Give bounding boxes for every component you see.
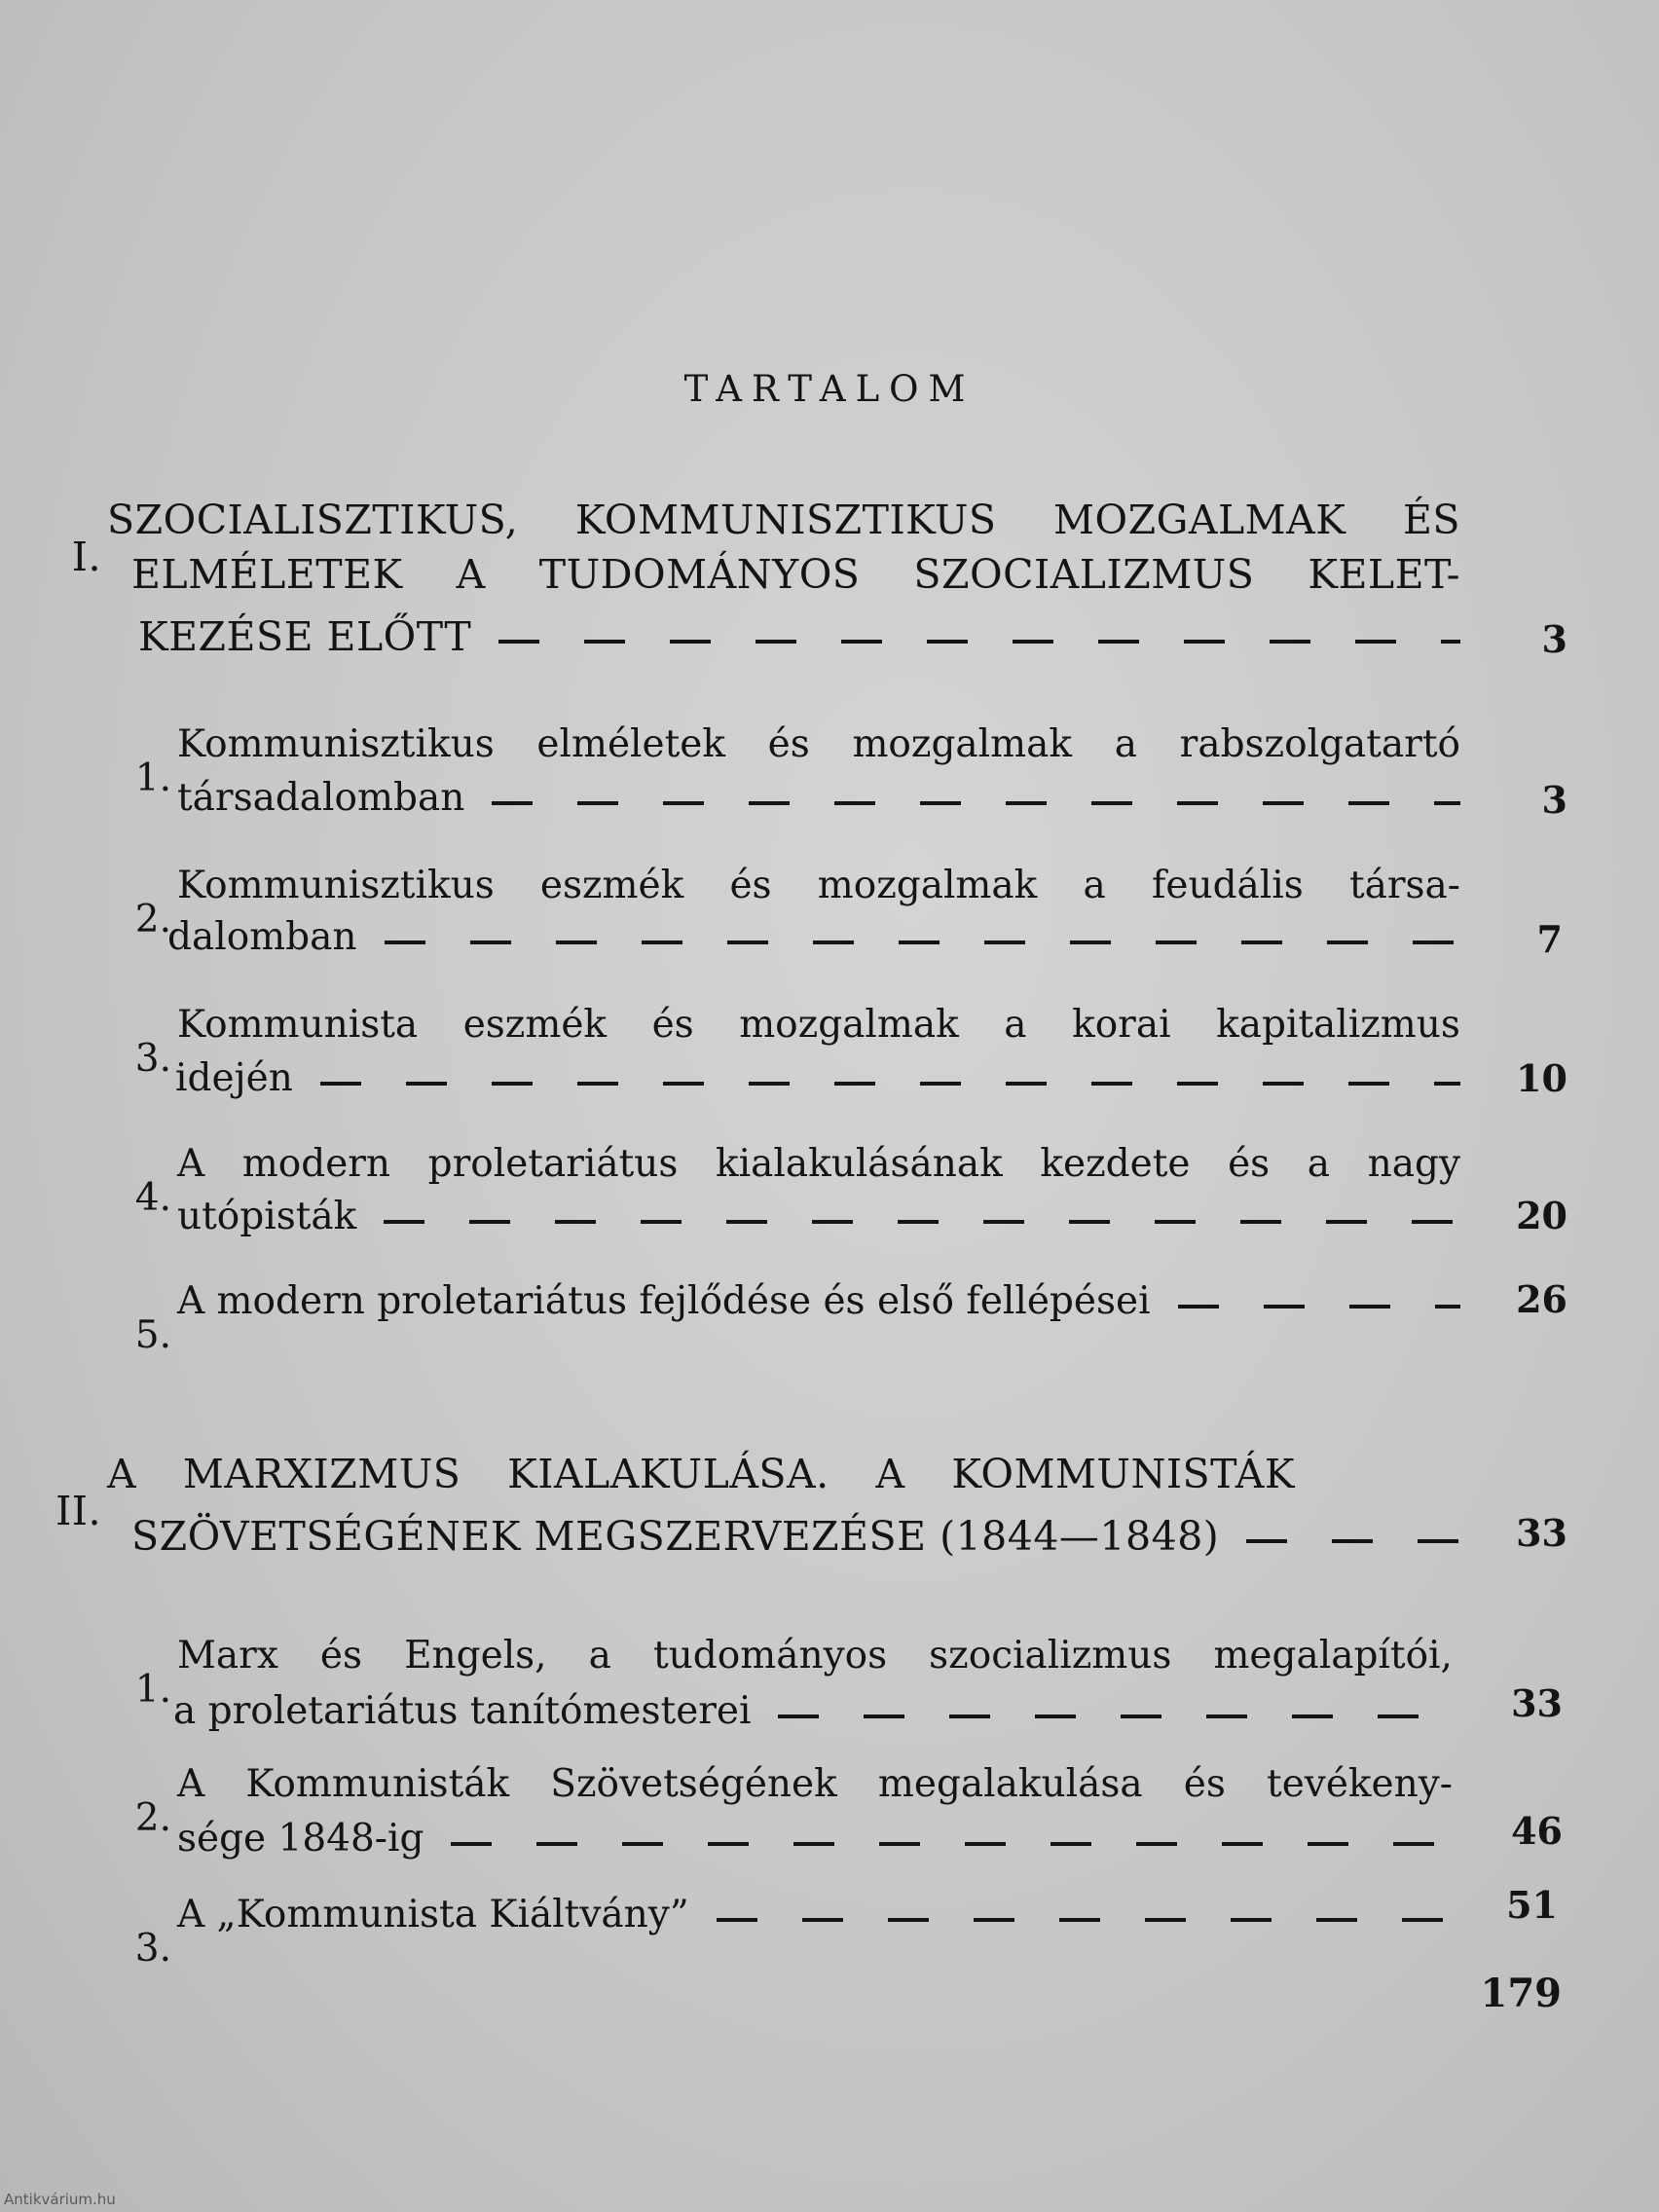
entry-number: 4. [134, 1176, 171, 1220]
page-number: 33 [1516, 1511, 1567, 1555]
folio-page-number: 179 [1480, 1971, 1562, 2016]
page-number: 3 [1541, 778, 1567, 822]
entry-line: a proletariátus tanítómesterei [173, 1689, 752, 1733]
leader-dashes [717, 1918, 1453, 1922]
entry-line: A Kommunisták Szövetségének megalakulása és tevékeny- [177, 1762, 1453, 1806]
entry-line: Kommunisztikus eszmék és mozgalmak a feudális társa- [177, 864, 1460, 907]
page-number: 20 [1516, 1194, 1567, 1237]
leader-dashes [1246, 1539, 1460, 1543]
entry-line: Kommunista eszmék és mozgalmak a korai kapitalizmus [177, 1003, 1460, 1047]
entry-line: A „Kommunista Kiáltvány” [177, 1893, 689, 1936]
page-title: TARTALOM [683, 368, 976, 410]
entry-number: 3. [134, 1927, 171, 1971]
entry-number: 2. [134, 898, 171, 941]
entry-line: A modern proletariátus fejlődése és első fellépései [177, 1279, 1151, 1323]
chapter-title-line: SZOCIALISZTIKUS, KOMMUNISZTIKUS MOZGALMAK ÉS [107, 497, 1460, 543]
leader-dashes [498, 640, 1460, 644]
entry-number: 1. [134, 1668, 171, 1712]
chapter-title-line: SZÖVETSÉGÉNEK MEGSZERVEZÉSE (1844—1848) [131, 1513, 1220, 1560]
leader-dashes [451, 1842, 1453, 1846]
leader-dashes [778, 1714, 1453, 1718]
entry-number: 1. [134, 756, 171, 800]
entry-line: sége 1848-ig [177, 1817, 424, 1861]
page-number: 7 [1536, 917, 1563, 961]
page-number: 51 [1506, 1883, 1558, 1927]
entry-line: idején [175, 1056, 293, 1100]
entry-line: dalomban [167, 915, 357, 959]
page-number: 46 [1511, 1809, 1563, 1853]
entry-line: utópisták [177, 1195, 357, 1238]
leader-dashes [492, 801, 1460, 805]
entry-line: Kommunisztikus elméletek és mozgalmak a rabszolgatartó [177, 722, 1460, 766]
leader-dashes [385, 940, 1461, 944]
leader-dashes [1178, 1305, 1460, 1309]
entry-line: Marx és Engels, a tudományos szocializmus megalapítói, [177, 1634, 1453, 1677]
chapter-title-line: A MARXIZMUS KIALAKULÁSA. A KOMMUNISTÁK [107, 1451, 1295, 1497]
entry-number: 2. [134, 1796, 171, 1840]
watermark: Antikvárium.hu [4, 2191, 116, 2208]
entry-line: társadalomban [177, 776, 465, 820]
entry-line: A modern proletariátus kialakulásának kezdete és a nagy [177, 1142, 1460, 1186]
leader-dashes [384, 1220, 1460, 1224]
page-number: 26 [1516, 1277, 1567, 1321]
page-number: 33 [1511, 1681, 1563, 1725]
entry-number: 3. [134, 1037, 171, 1081]
chapter-title-line: ELMÉLETEK A TUDOMÁNYOS SZOCIALIZMUS KELET- [131, 551, 1460, 598]
chapter-title-line: KEZÉSE ELŐTT [138, 613, 472, 660]
page-number: 10 [1516, 1056, 1567, 1100]
page-number: 3 [1541, 617, 1567, 661]
entry-number: 5. [134, 1313, 171, 1357]
leader-dashes [320, 1082, 1460, 1086]
